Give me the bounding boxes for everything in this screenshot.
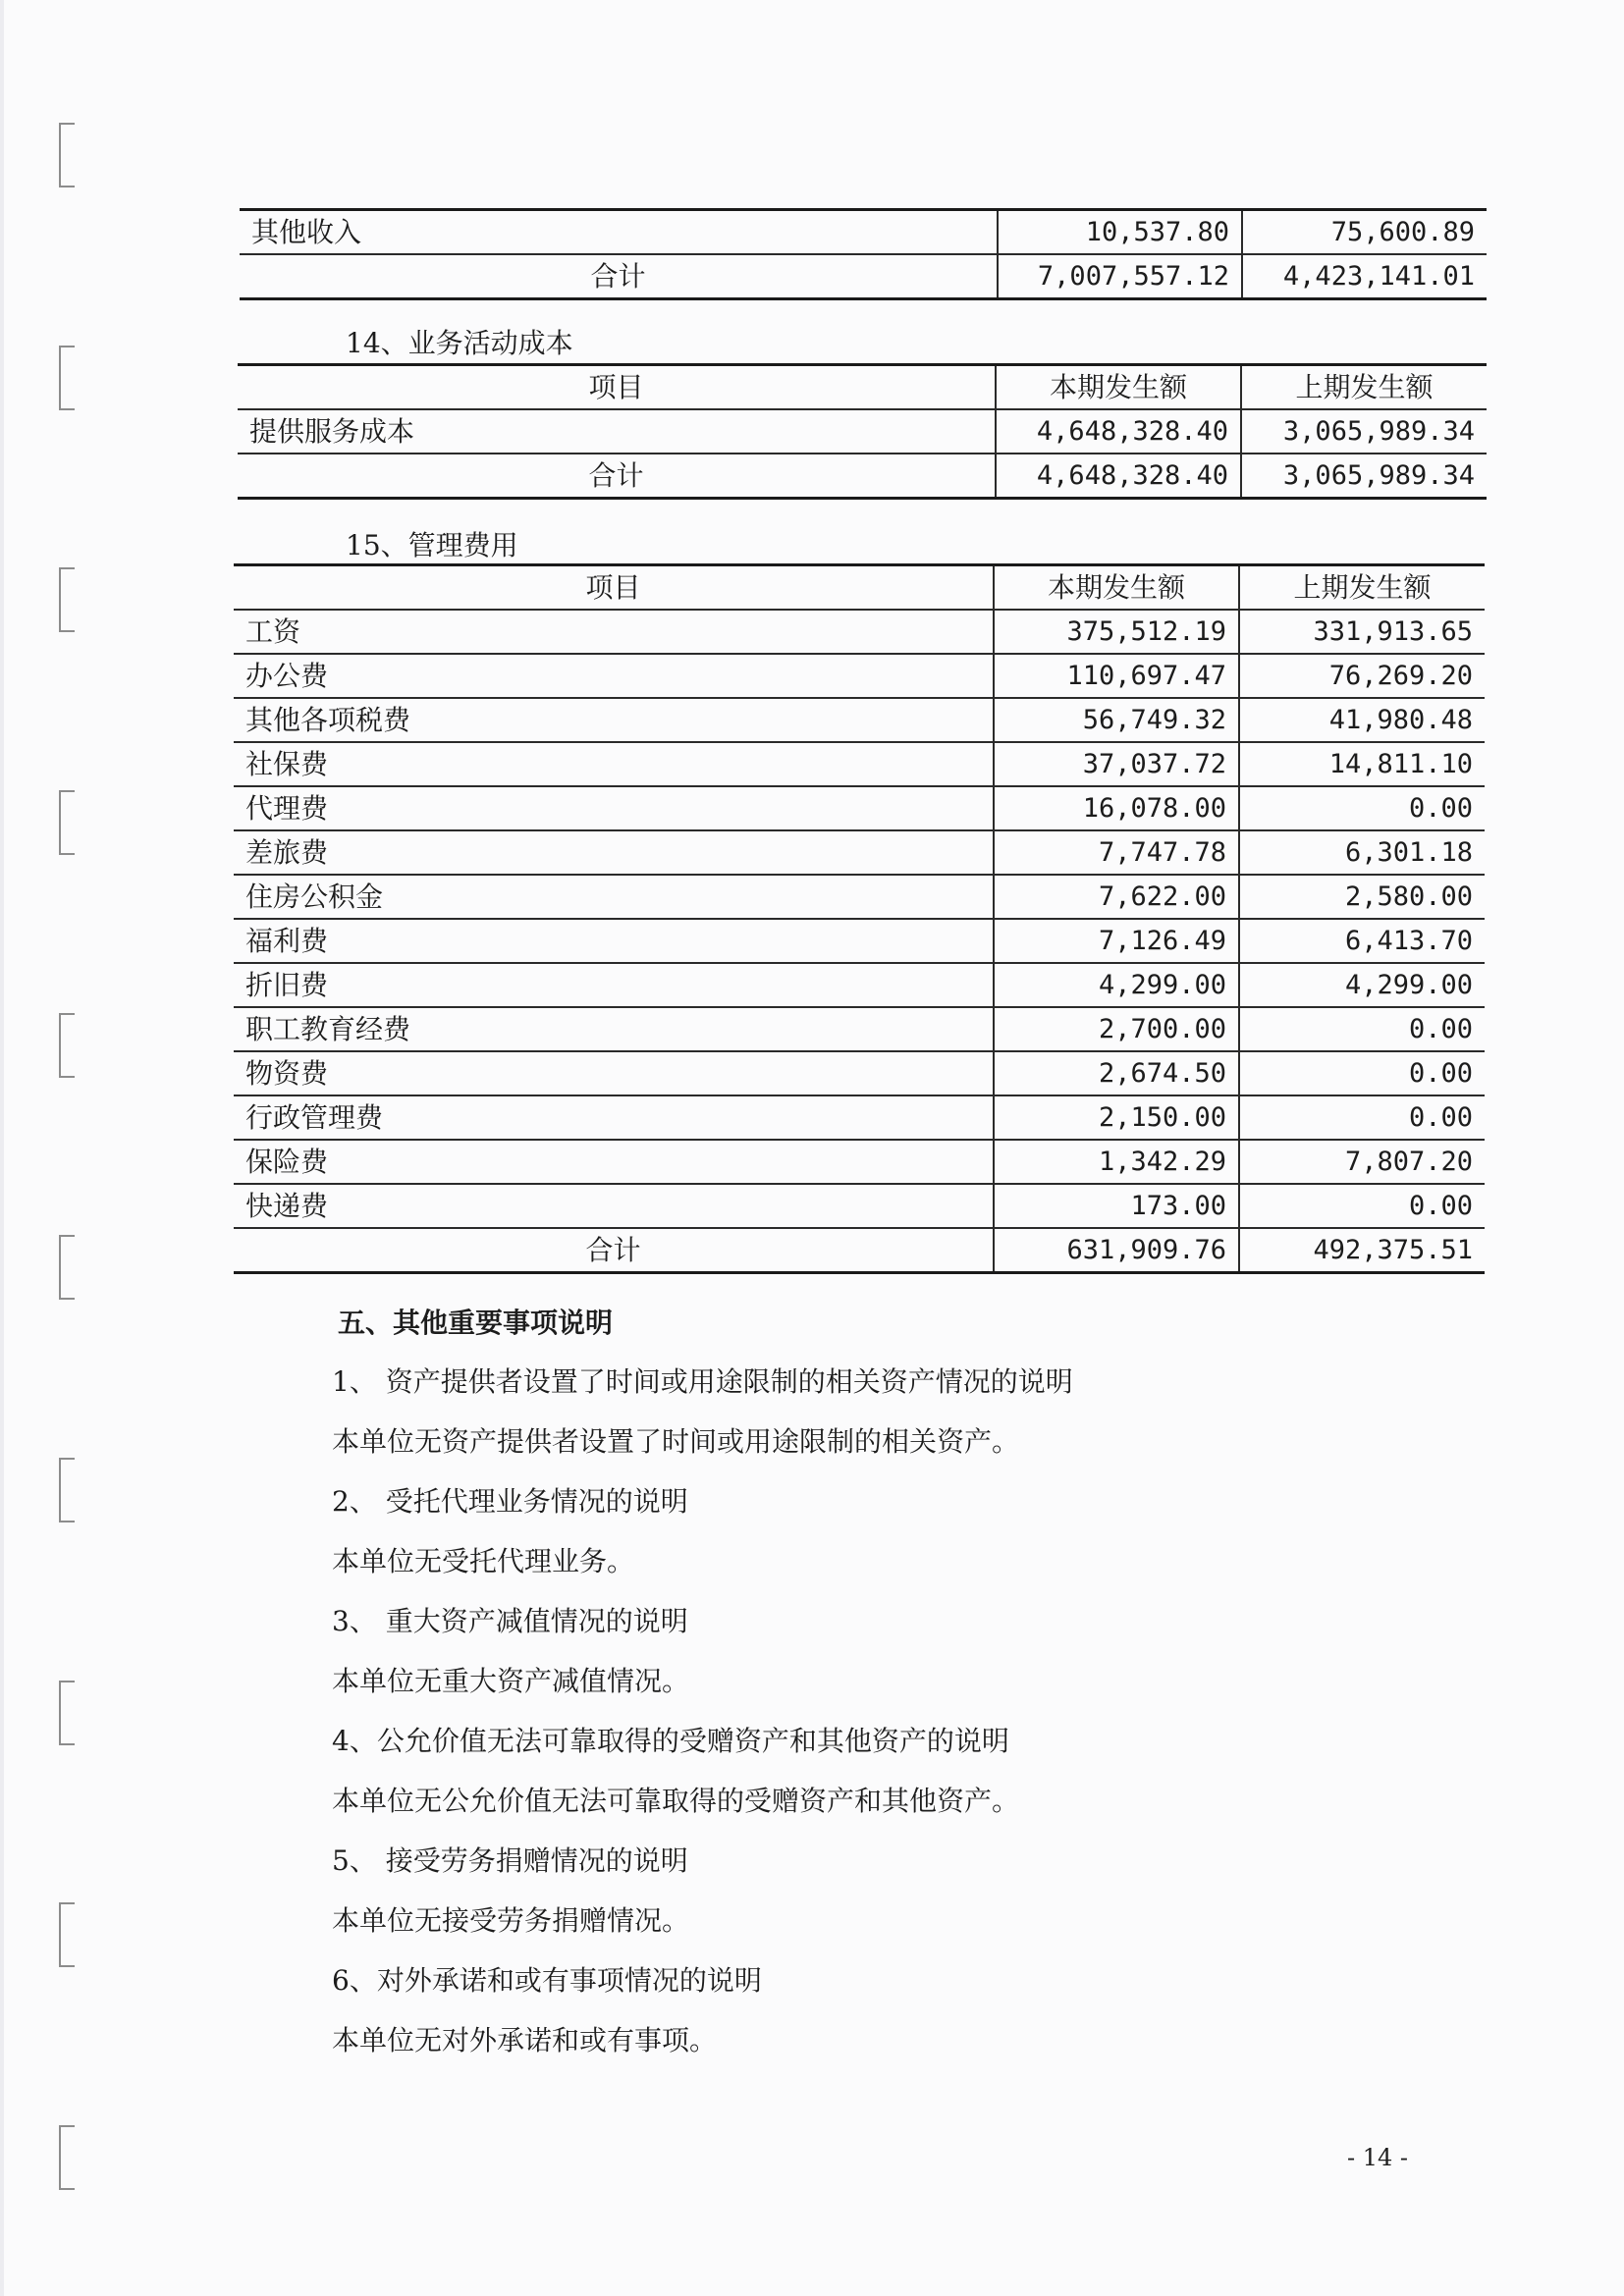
- total-current: 7,007,557.12: [998, 254, 1242, 299]
- previous-amount: 331,913.65: [1239, 610, 1485, 654]
- row-name: 职工教育经费: [234, 1007, 994, 1051]
- item-body: 本单位无对外承诺和或有事项。: [332, 2024, 718, 2056]
- current-amount: 2,150.00: [994, 1095, 1239, 1140]
- row-name: 物资费: [234, 1051, 994, 1095]
- row-name: 社保费: [234, 742, 994, 786]
- current-amount: 173.00: [994, 1184, 1239, 1228]
- business-cost-table: [238, 363, 1487, 500]
- binder-mark: [59, 790, 75, 855]
- current-amount: 4,299.00: [994, 963, 1239, 1007]
- table-row: [240, 210, 1487, 255]
- header-current: 本期发生额: [994, 565, 1239, 611]
- previous-amount: 7,807.20: [1239, 1140, 1485, 1184]
- page-edge: [0, 0, 4, 2296]
- current-amount: 7,622.00: [994, 875, 1239, 919]
- section-14-title: 14、业务活动成本: [346, 327, 573, 359]
- table-row: [234, 1007, 1485, 1051]
- table-row: [234, 1140, 1485, 1184]
- header-current: 本期发生额: [996, 365, 1241, 410]
- current-amount: 7,126.49: [994, 919, 1239, 963]
- item-title: 3、 重大资产减值情况的说明: [332, 1605, 688, 1637]
- row-name: 提供服务成本: [238, 409, 996, 454]
- current-amount: 56,749.32: [994, 698, 1239, 742]
- current-amount: 1,342.29: [994, 1140, 1239, 1184]
- previous-amount: 6,301.18: [1239, 830, 1485, 875]
- total-previous: 3,065,989.34: [1241, 454, 1487, 499]
- current-amount: 7,747.78: [994, 830, 1239, 875]
- row-name: 其他各项税费: [234, 698, 994, 742]
- header-row: [234, 565, 1485, 611]
- total-current: 631,909.76: [994, 1228, 1239, 1273]
- item-title: 6、对外承诺和或有事项情况的说明: [332, 1964, 762, 1997]
- row-name: 工资: [234, 610, 994, 654]
- total-previous: 492,375.51: [1239, 1228, 1485, 1273]
- header-previous: 上期发生额: [1239, 565, 1485, 611]
- previous-amount: 75,600.89: [1242, 210, 1487, 255]
- row-name: 办公费: [234, 654, 994, 698]
- table-row: [234, 698, 1485, 742]
- previous-amount: 2,580.00: [1239, 875, 1485, 919]
- table-row: [238, 409, 1487, 454]
- previous-amount: 14,811.10: [1239, 742, 1485, 786]
- current-amount: 2,674.50: [994, 1051, 1239, 1095]
- row-name: 代理费: [234, 786, 994, 830]
- table-row: [234, 919, 1485, 963]
- total-previous: 4,423,141.01: [1242, 254, 1487, 299]
- admin-expense-table: [234, 563, 1485, 1274]
- binder-mark: [59, 1458, 75, 1522]
- previous-amount: 0.00: [1239, 1051, 1485, 1095]
- item-title: 2、 受托代理业务情况的说明: [332, 1485, 688, 1518]
- previous-amount: 41,980.48: [1239, 698, 1485, 742]
- previous-amount: 0.00: [1239, 1184, 1485, 1228]
- current-amount: 16,078.00: [994, 786, 1239, 830]
- binder-mark: [59, 567, 75, 632]
- previous-amount: 3,065,989.34: [1241, 409, 1487, 454]
- table-row: [234, 742, 1485, 786]
- current-amount: 375,512.19: [994, 610, 1239, 654]
- current-amount: 37,037.72: [994, 742, 1239, 786]
- income-table-continued: [240, 208, 1487, 300]
- table-row: [234, 1095, 1485, 1140]
- table-row: [234, 875, 1485, 919]
- header-previous: 上期发生额: [1241, 365, 1487, 410]
- previous-amount: 4,299.00: [1239, 963, 1485, 1007]
- item-title: 4、公允价值无法可靠取得的受赠资产和其他资产的说明: [332, 1725, 1009, 1757]
- previous-amount: 0.00: [1239, 786, 1485, 830]
- row-name: 差旅费: [234, 830, 994, 875]
- current-amount: 4,648,328.40: [996, 409, 1241, 454]
- table-row: [234, 1184, 1485, 1228]
- row-name: 行政管理费: [234, 1095, 994, 1140]
- binder-mark: [59, 1681, 75, 1745]
- table-row: [234, 610, 1485, 654]
- row-name: 快递费: [234, 1184, 994, 1228]
- row-name: 福利费: [234, 919, 994, 963]
- section-15-title: 15、管理费用: [346, 529, 518, 561]
- row-name: 折旧费: [234, 963, 994, 1007]
- header-row: [238, 365, 1487, 410]
- total-row: [234, 1228, 1485, 1273]
- binder-mark: [59, 1235, 75, 1300]
- binder-mark: [59, 123, 75, 187]
- binder-mark: [59, 2125, 75, 2190]
- total-current: 4,648,328.40: [996, 454, 1241, 499]
- table-row: [234, 830, 1485, 875]
- row-name: 保险费: [234, 1140, 994, 1184]
- current-amount: 10,537.80: [998, 210, 1242, 255]
- item-title: 1、 资产提供者设置了时间或用途限制的相关资产情况的说明: [332, 1365, 1073, 1398]
- table-row: [234, 786, 1485, 830]
- section-5-heading: 五、其他重要事项说明: [338, 1307, 614, 1339]
- previous-amount: 0.00: [1239, 1095, 1485, 1140]
- table-row: [234, 963, 1485, 1007]
- row-name: 其他收入: [240, 210, 998, 255]
- binder-mark: [59, 346, 75, 410]
- header-item: 项目: [234, 565, 994, 611]
- previous-amount: 76,269.20: [1239, 654, 1485, 698]
- total-label: 合计: [238, 454, 996, 499]
- item-title: 5、 接受劳务捐赠情况的说明: [332, 1844, 688, 1877]
- total-label: 合计: [234, 1228, 994, 1273]
- item-body: 本单位无接受劳务捐赠情况。: [332, 1904, 690, 1937]
- item-body: 本单位无资产提供者设置了时间或用途限制的相关资产。: [332, 1425, 1020, 1458]
- current-amount: 2,700.00: [994, 1007, 1239, 1051]
- previous-amount: 0.00: [1239, 1007, 1485, 1051]
- total-row: [238, 454, 1487, 499]
- row-name: 住房公积金: [234, 875, 994, 919]
- item-body: 本单位无受托代理业务。: [332, 1545, 635, 1577]
- total-row: [240, 254, 1487, 299]
- current-amount: 110,697.47: [994, 654, 1239, 698]
- page-number: - 14 -: [1347, 2144, 1409, 2171]
- binder-mark: [59, 1013, 75, 1078]
- item-body: 本单位无重大资产减值情况。: [332, 1665, 690, 1697]
- table-row: [234, 1051, 1485, 1095]
- table-row: [234, 654, 1485, 698]
- binder-mark: [59, 1902, 75, 1967]
- previous-amount: 6,413.70: [1239, 919, 1485, 963]
- total-label: 合计: [240, 254, 998, 299]
- header-item: 项目: [238, 365, 996, 410]
- item-body: 本单位无公允价值无法可靠取得的受赠资产和其他资产。: [332, 1785, 1020, 1817]
